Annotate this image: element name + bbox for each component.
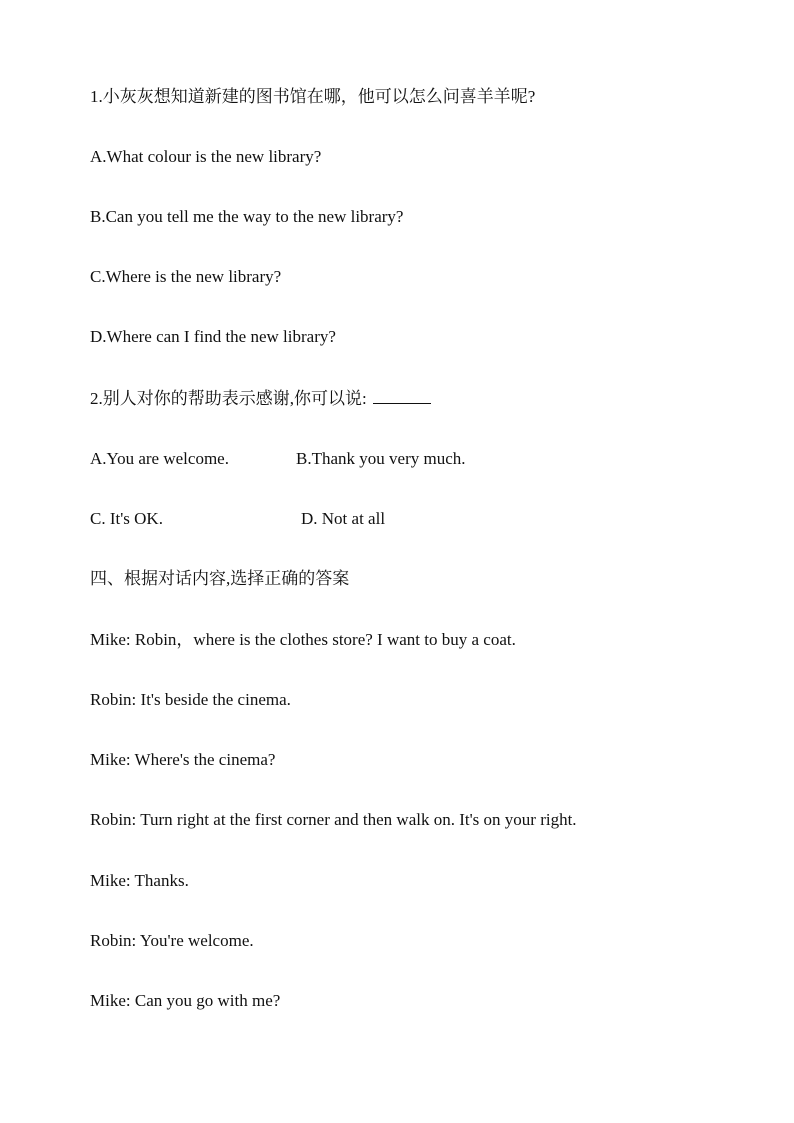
dialogue-line: Mike: Where's the cinema? [90, 750, 276, 769]
dialogue-line: Mike: Can you go with me? [90, 991, 281, 1010]
question-2-option-b: B.Thank you very much. [296, 449, 466, 468]
dialogue-line: Mike: Thanks. [90, 871, 189, 890]
question-2-option-c: C. It's OK. [90, 509, 163, 528]
section-4-heading: 四、根据对话内容,选择正确的答案 [90, 569, 350, 588]
dialogue-line: Robin: Turn right at the first corner and then walk on. It's on your right. [90, 810, 577, 829]
dialogue-line: Mike: Robin，where is the clothes store? I want to buy a coat. [90, 630, 516, 649]
question-1-option-a: A.What colour is the new library? [90, 147, 322, 166]
answer-blank [373, 389, 431, 404]
dialogue-line: Robin: You're welcome. [90, 931, 254, 950]
question-1-option-c: C.Where is the new library? [90, 267, 282, 286]
question-1-stem: 1.小灰灰想知道新建的图书馆在哪，他可以怎么问喜羊羊呢? [90, 87, 536, 106]
question-2-option-d: D. Not at all [301, 509, 386, 528]
question-2-row [90, 389, 431, 409]
question-1-option-d: D.Where can I find the new library? [90, 327, 336, 346]
dialogue-line: Robin: It's beside the cinema. [90, 690, 291, 709]
question-2-option-a: A.You are welcome. [90, 449, 229, 468]
question-1-option-b: B.Can you tell me the way to the new library? [90, 207, 404, 226]
question-2-stem: 2.别人对你的帮助表示感谢,你可以说: [90, 389, 367, 408]
